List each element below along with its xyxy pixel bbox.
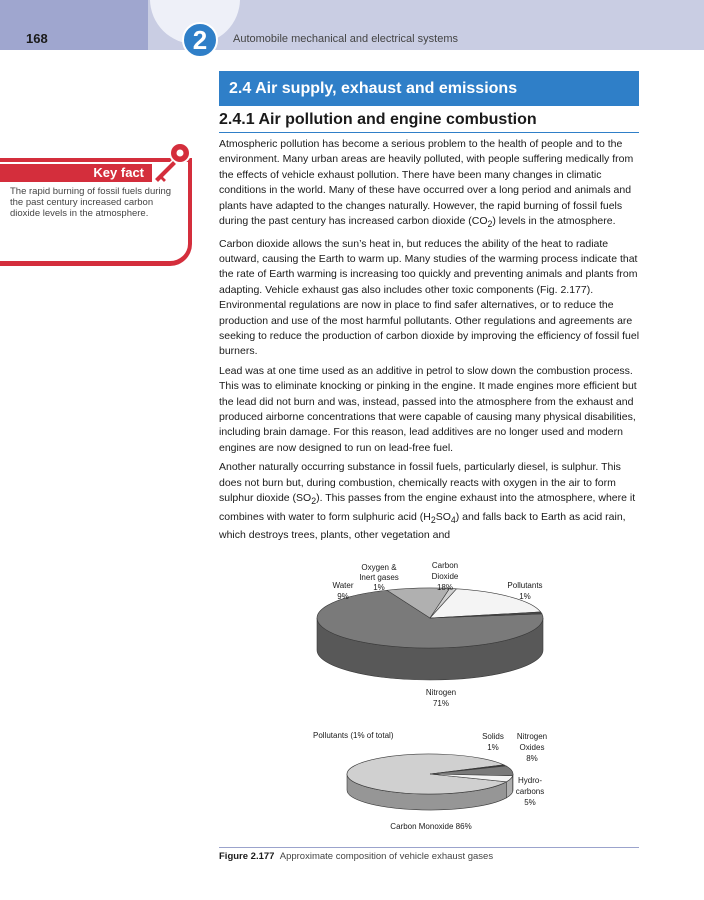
label-pollutants-pct: 1% — [519, 592, 531, 601]
section-banner — [219, 71, 639, 106]
key-icon — [146, 138, 196, 188]
figure-caption: Figure 2.177 Approximate composition of vehicle exhaust gases — [219, 851, 494, 862]
subsection-rule — [219, 132, 639, 133]
label-hc-2: carbons — [515, 787, 545, 796]
label-water: Water — [332, 581, 354, 590]
paragraph-4: Another naturally occurring substance in fossil fuels, particularly diesel, is sulphur. This does not burn but, during combustion, chemically reacts with oxygen in the air to form sulphur dioxide $(SO_2)$. This passes from the engine exhaust into the atmosphere, where it combines with water to form sulphuric acid $(H_2SO_4)$ and falls back to Earth as acid rain, which destroys trees, plants, other vegetation and — [219, 461, 636, 542]
exhaust-composition-figure — [219, 556, 639, 846]
exhaust-gas-pie — [317, 588, 543, 680]
subsection-title: 2.4.1 Air pollution and engine combustion — [219, 111, 537, 128]
label-hc-1: Hydro- — [517, 776, 543, 785]
label-nox-2: Oxides — [519, 743, 545, 752]
label-nitrogen-pct: 71% — [432, 699, 450, 708]
label-water-pct: 9% — [337, 592, 349, 601]
body-text — [219, 137, 641, 547]
key-fact-text: The rapid burning of fossil fuels during the past century increased carbon dioxide levels in the atmosphere. — [10, 186, 172, 219]
header-page-tab — [0, 0, 148, 50]
paragraph-3: Lead was at one time used as an additive in petrol to slow down the combustion process. This was to eliminate knocking or pinking in the engine. It made engines more efficient but the lead did not burn and was, instead, passed into the atmosphere from the exhaust and produced airborne concentrations that were capable of causing many physical disabilities, including brain damage. For this reason, lead additives are no longer used and modern engines are now designed to run on lead-free fuel. — [219, 364, 637, 454]
paragraph-1: Atmospheric pollution has become a serious problem to the health of people and to the environment. Many urban areas are heavily polluted, with people suffering medically from the effects of vehicle exhaust pollution. There have been many changes in climatic conditions in the world. Many of these have occurred over a long period and animals and plants have adapted to the changes naturally. However, the rapid burning of fossil fuels during the past century has increased carbon dioxide $(CO_2)$ levels in the atmosphere. — [219, 138, 634, 230]
label-oxygen-2: Inert gases — [359, 573, 399, 582]
label-oxygen-1: Oxygen & — [361, 563, 397, 572]
page-number: 168 — [26, 31, 48, 46]
label-carbon-monoxide: Carbon Monoxide 86% — [390, 822, 472, 831]
label-carbon-1: Carbon — [431, 561, 459, 570]
label-hc-pct: 5% — [524, 798, 536, 807]
paragraph-2: Carbon dioxide allows the sun’s heat in, but reduces the ability of the heat to radiate outward, causing the Earth to warm up. Many studies of the warming process indicate that the rate of Earth warming is increasing too quickly and preventing animals and plants from adapting. Vehicle exhaust gas also includes other toxic components (Fig. 2.177). Environmental regulations are now in place to find safer alternatives, or to reduce the production and use of the most harmful pollutants. Other regulations and agreements are seeking to reduce the production of carbon dioxide by improving the efficiency of fossil fuel burners. — [219, 237, 640, 358]
label-nox-1: Nitrogen — [516, 732, 548, 741]
label-carbon-2: Dioxide — [431, 572, 459, 581]
pie-charts — [219, 556, 639, 846]
label-solids-pct: 1% — [487, 743, 499, 752]
pollutants-chart-title: Pollutants (1% of total) — [313, 731, 394, 740]
chapter-badge: 2 — [182, 22, 218, 58]
key-fact-title: Key fact — [0, 164, 152, 182]
label-oxygen-pct: 1% — [373, 583, 385, 592]
label-solids: Solids — [482, 732, 504, 741]
label-nitrogen: Nitrogen — [425, 688, 457, 697]
figure-rule — [219, 847, 639, 848]
running-title: Automobile mechanical and electrical systems — [233, 33, 458, 45]
label-carbon-pct: 18% — [436, 583, 454, 592]
section-title: 2.4 Air supply, exhaust and emissions — [229, 80, 518, 97]
pollutants-pie — [347, 754, 513, 810]
label-pollutants: Pollutants — [507, 581, 543, 590]
label-nox-pct: 8% — [526, 754, 538, 763]
